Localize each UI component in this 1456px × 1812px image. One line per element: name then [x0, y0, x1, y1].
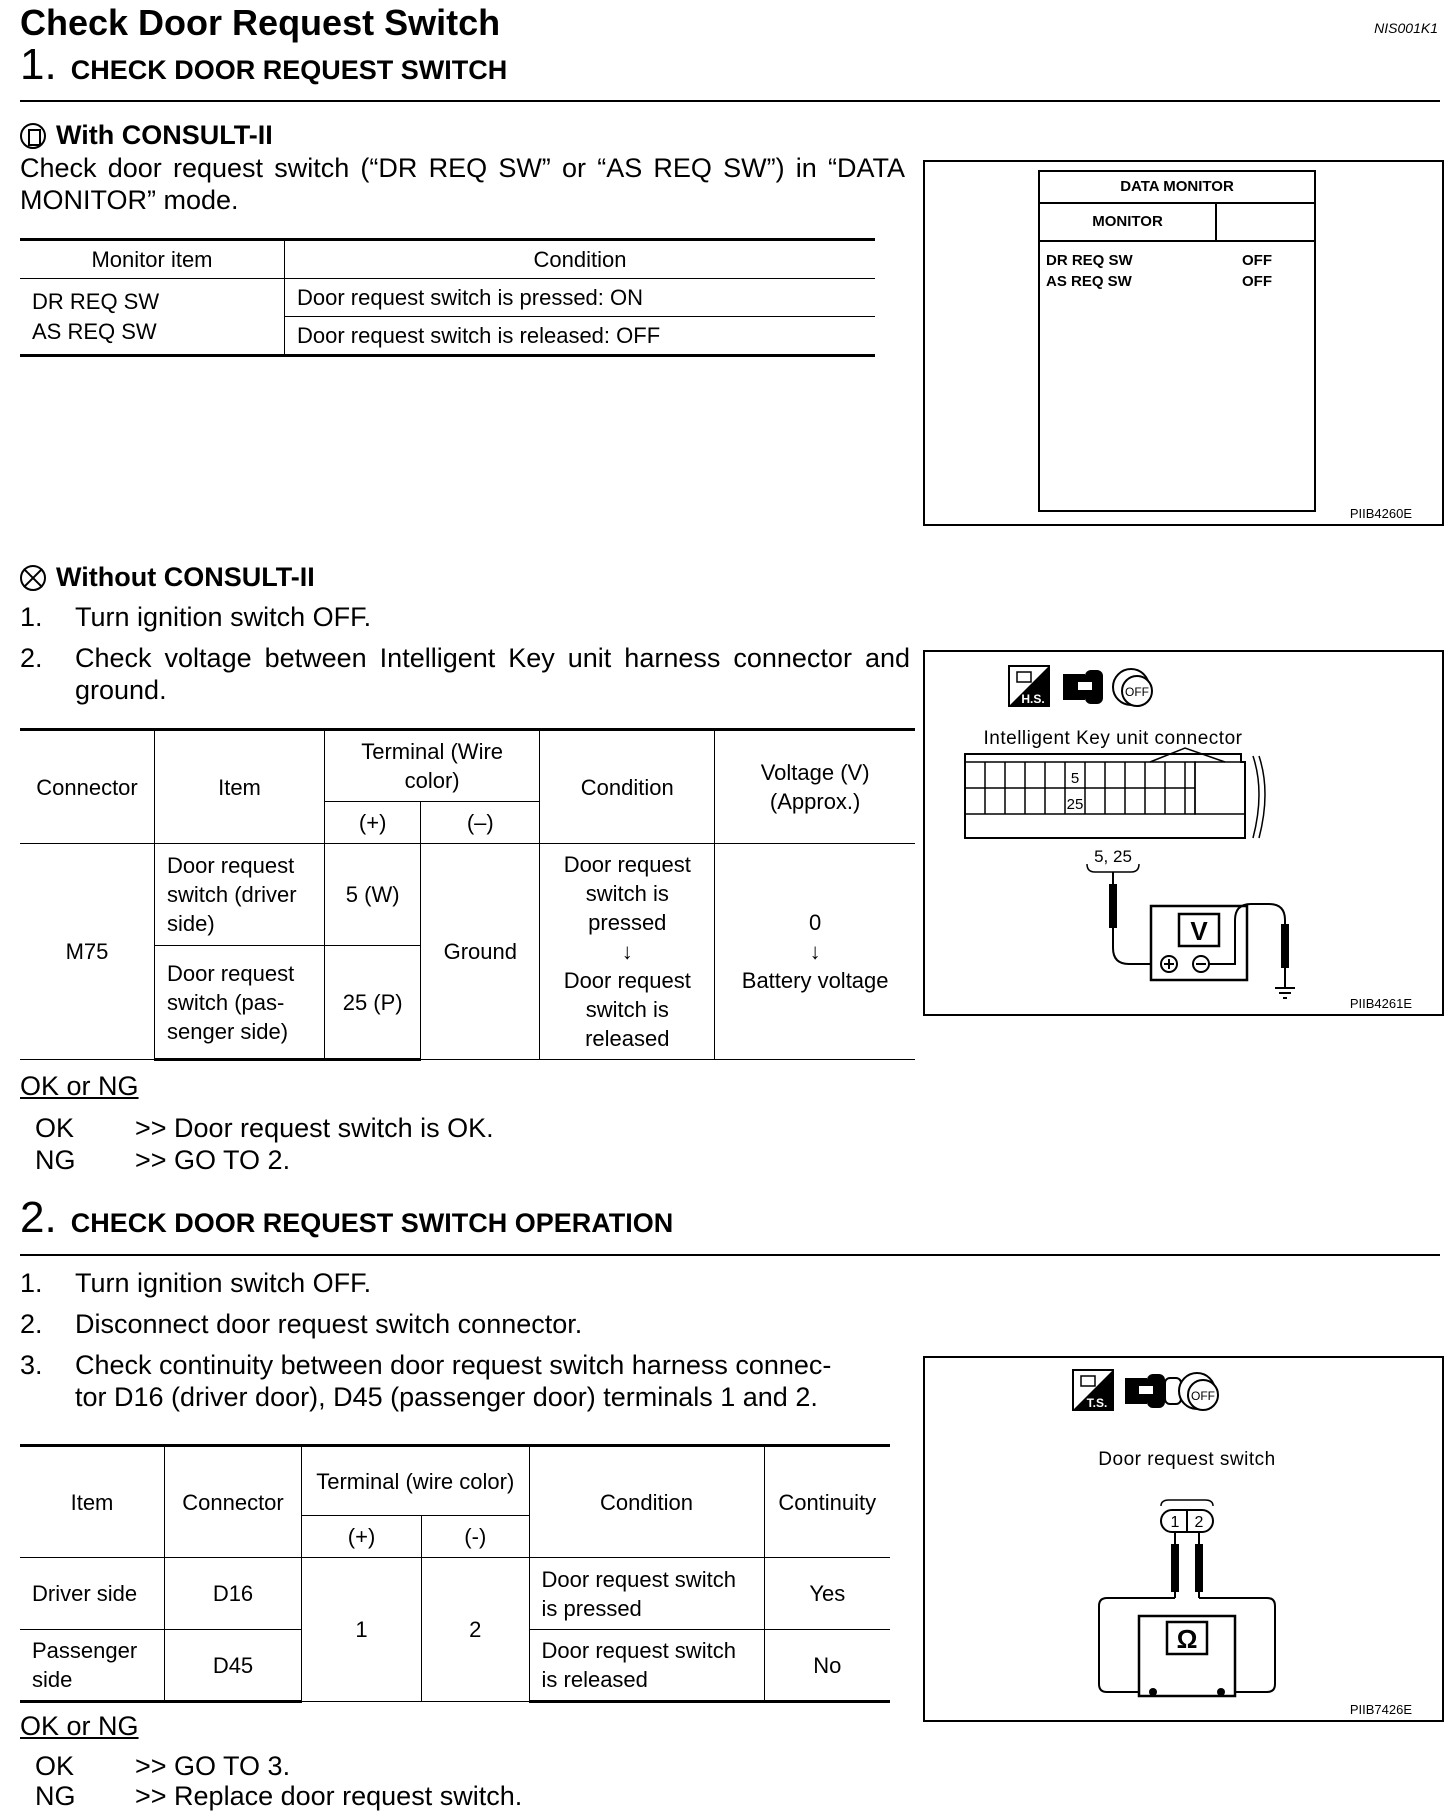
- th-connector: Connector: [165, 1446, 302, 1558]
- cond-arrow: ↓: [621, 939, 633, 964]
- th-plus: (+): [325, 802, 421, 844]
- step1-number: 1.: [20, 40, 57, 89]
- pin-2-label: 2: [1194, 1514, 1204, 1531]
- ok-label: OK: [35, 1113, 75, 1143]
- ohmmeter: [1139, 1616, 1235, 1696]
- th-minus: (-): [422, 1516, 529, 1558]
- monitor-screen-header: [1040, 204, 1314, 242]
- cell-condition: Door request switch is pressed: [529, 1558, 764, 1630]
- ok-text: >> Door request switch is OK.: [135, 1113, 494, 1143]
- list-text: Check continuity between door request switch harness connec-: [75, 1350, 832, 1380]
- step2-number: 2.: [20, 1193, 57, 1242]
- cell-connector: D16: [165, 1558, 302, 1630]
- key-off-label: OFF: [1191, 1389, 1215, 1403]
- list-text: Turn ignition switch OFF.: [75, 1268, 372, 1298]
- volt-arrow: ↓: [809, 939, 821, 964]
- without-consult-heading: [20, 562, 315, 593]
- probe-label: 5, 25: [1094, 847, 1132, 866]
- cell-continuity: Yes: [764, 1558, 890, 1630]
- cell-voltage: [715, 844, 915, 1060]
- pin-1-label: 1: [1170, 1514, 1180, 1531]
- monitor-row-value: OFF: [1242, 252, 1272, 269]
- divider: [20, 1254, 1440, 1256]
- monitor-item: AS REQ SW: [32, 318, 157, 344]
- th-terminal: Terminal (Wire color): [325, 730, 540, 802]
- list-number: 1.: [20, 1268, 43, 1298]
- ng-result: [35, 1780, 522, 1812]
- ground-symbol: [1275, 988, 1295, 998]
- cell-item: Driver side: [20, 1558, 165, 1630]
- th-terminal: Terminal (wire color): [302, 1446, 530, 1516]
- monitor-header-condition: Condition: [285, 240, 876, 279]
- th-continuity: Continuity: [764, 1446, 890, 1558]
- cell-minus: Ground: [421, 844, 540, 1060]
- voltmeter: [1151, 906, 1247, 980]
- step1-title: CHECK DOOR REQUEST SWITCH: [70, 55, 508, 85]
- ng-label: NG: [35, 1781, 76, 1811]
- cell-item: Door request switch (pas-senger side): [155, 946, 325, 1060]
- figure-id: PIIB4261E: [1349, 996, 1412, 1011]
- continuity-figure: [923, 1356, 1444, 1722]
- ok-label: OK: [35, 1751, 75, 1781]
- with-consult-label: With CONSULT-II: [56, 120, 273, 150]
- switch-connector: [1161, 1500, 1213, 1532]
- connector-icon: [1125, 1374, 1181, 1408]
- with-consult-heading: [20, 120, 273, 151]
- list-text: Check voltage between Intelligent Key unit harness connector and ground.: [75, 643, 910, 705]
- monitor-header-item: Monitor item: [20, 240, 285, 279]
- cell-condition: Door request switch is released: [529, 1630, 764, 1702]
- voltage-diagram: [925, 652, 1442, 1014]
- monitor-screen: [1038, 170, 1316, 512]
- ts-badge-label: T.S.: [1086, 1396, 1108, 1410]
- list-number: 1.: [20, 602, 43, 632]
- pin-25-label: 25: [1066, 796, 1084, 813]
- th-condition: Condition: [540, 730, 715, 844]
- figure-id: PIIB7426E: [1349, 1702, 1412, 1717]
- list-number: 2.: [20, 1309, 43, 1339]
- th-minus: (–): [421, 802, 540, 844]
- list-text: Disconnect door request switch connector.: [75, 1309, 583, 1339]
- monitor-screen-title: DATA MONITOR: [1040, 172, 1314, 204]
- volt-line: 0: [809, 910, 822, 935]
- ok-text: >> GO TO 3.: [135, 1751, 291, 1781]
- continuity-diagram: [925, 1358, 1442, 1720]
- th-voltage: Voltage (V) (Approx.): [715, 730, 915, 844]
- cell-condition: [540, 844, 715, 1060]
- th-plus: (+): [302, 1516, 422, 1558]
- monitor-table: [20, 238, 875, 357]
- meter-unit: Ω: [1176, 1624, 1198, 1654]
- ng-label: NG: [35, 1145, 76, 1175]
- th-item: Item: [155, 730, 325, 844]
- list-number: 3.: [20, 1350, 43, 1380]
- voltage-figure: [923, 650, 1444, 1016]
- cond-line: Door request: [563, 968, 691, 993]
- th-item: Item: [20, 1446, 165, 1558]
- connector-body: [965, 748, 1265, 838]
- cond-line: switch is: [585, 881, 669, 906]
- ok-ng-title: OK or NG: [20, 1711, 139, 1741]
- ignition-off-icon: [1179, 1373, 1218, 1410]
- step2-heading: [20, 1193, 673, 1243]
- connector-label: Intelligent Key unit connector: [983, 728, 1243, 749]
- pin-5-label: 5: [1070, 770, 1080, 787]
- meter-unit: V: [1190, 916, 1208, 946]
- cell-connector: D45: [165, 1630, 302, 1702]
- cell-continuity: No: [764, 1630, 890, 1702]
- ng-text: >> Replace door request switch.: [135, 1781, 523, 1811]
- cell-connector: M75: [20, 844, 155, 1060]
- cell-plus: 1: [302, 1558, 422, 1702]
- hs-badge-label: H.S.: [1021, 692, 1045, 706]
- monitor-row-item: DR REQ SW: [1046, 252, 1133, 269]
- step1-heading: [20, 40, 507, 90]
- cell-plus: 25 (P): [325, 946, 421, 1060]
- consult-icon: [20, 123, 46, 149]
- monitor-items: [20, 279, 285, 356]
- connector-icon: [1063, 670, 1103, 704]
- harness-side-icon: [1009, 666, 1049, 706]
- step2-title: CHECK DOOR REQUEST SWITCH OPERATION: [70, 1208, 674, 1238]
- monitor-screen-rows: [1046, 250, 1272, 292]
- list-number: 2.: [20, 643, 43, 673]
- page-title: Check Door Request Switch: [20, 2, 501, 43]
- list-text: tor D16 (driver door), D45 (passenger door) terminals 1 and 2.: [75, 1382, 818, 1412]
- voltage-table: [20, 728, 915, 1061]
- cell-minus: 2: [422, 1558, 529, 1702]
- figure-id: PIIB4260E: [1349, 506, 1412, 521]
- without-consult-label: Without CONSULT-II: [56, 562, 315, 592]
- no-consult-icon: [20, 565, 46, 591]
- cond-line: Door request: [563, 852, 691, 877]
- ok-ng-title: OK or NG: [20, 1071, 139, 1101]
- monitor-condition: Door request switch is pressed: ON: [285, 279, 876, 317]
- cell-item: Door request switch (driver side): [155, 844, 325, 946]
- cond-line: released: [585, 1026, 670, 1051]
- data-monitor-figure: [923, 160, 1444, 526]
- th-connector: Connector: [20, 730, 155, 844]
- divider: [20, 100, 1440, 102]
- monitor-screen-row: [1046, 271, 1272, 292]
- ng-result: [35, 1144, 290, 1176]
- monitor-row-value: OFF: [1242, 273, 1272, 290]
- ignition-off-icon: [1113, 669, 1152, 706]
- ok-result: [35, 1750, 290, 1782]
- key-off-label: OFF: [1125, 685, 1149, 699]
- ng-text: >> GO TO 2.: [135, 1145, 291, 1175]
- monitor-screen-row: [1046, 250, 1272, 271]
- doc-id: NIS001K1: [1374, 20, 1438, 36]
- cond-line: switch is: [585, 997, 669, 1022]
- with-consult-text: Check door request switch (“DR REQ SW” or “AS REQ SW”) in “DATA MONITOR” mode.: [20, 153, 905, 215]
- switch-label: Door request switch: [1098, 1449, 1276, 1470]
- monitor-row-item: AS REQ SW: [1046, 273, 1132, 290]
- th-condition: Condition: [529, 1446, 764, 1558]
- monitor-condition: Door request switch is released: OFF: [285, 317, 876, 356]
- cell-item: Passenger side: [20, 1630, 165, 1702]
- test-side-icon: [1073, 1370, 1113, 1410]
- volt-line: Battery voltage: [741, 968, 889, 993]
- cond-line: pressed: [588, 910, 667, 935]
- list-text: Turn ignition switch OFF.: [75, 602, 372, 632]
- continuity-table: [20, 1444, 890, 1703]
- cell-plus: 5 (W): [325, 844, 421, 946]
- monitor-item: DR REQ SW: [32, 288, 160, 314]
- monitor-screen-header-label: MONITOR: [1040, 204, 1217, 240]
- ok-result: [35, 1112, 494, 1144]
